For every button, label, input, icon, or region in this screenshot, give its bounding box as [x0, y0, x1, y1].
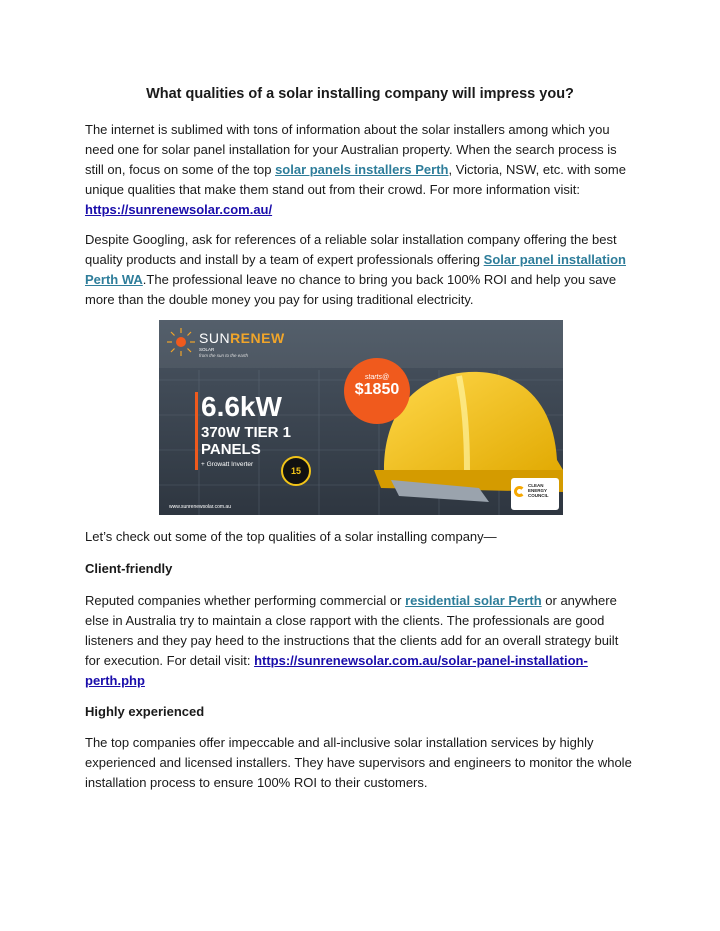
system-size: 6.6kW	[201, 391, 282, 422]
brand-logo: SUNRENEW	[199, 330, 285, 346]
para1-text-b: , Victoria, NSW, etc. with some unique qualities that make them stand out from their crowd. For more information visit:	[85, 162, 626, 197]
brand-sub: SOLAR	[199, 347, 215, 352]
banner-website: www.sunrenewsolar.com.au	[169, 504, 231, 510]
heading-highly-experienced: Highly experienced	[85, 704, 205, 719]
cec-logo-icon	[514, 486, 525, 497]
page-title: What qualities of a solar installing company will impress you?	[146, 86, 574, 102]
promo-banner	[159, 320, 563, 515]
starts-label: starts@	[364, 374, 390, 381]
sunrenew-home-link[interactable]: https://sunrenewsolar.com.au/	[85, 202, 273, 217]
solar-panel-installation-perth-wa-link[interactable]: Solar panel installation Perth WA	[85, 252, 626, 287]
highly-experienced-paragraph: The top companies offer impeccable and all-inclusive solar installation services by highly experienced and licensed installers. They have supervisors and engineers to monitor the whole installation process to ensure 100% ROI to their customers.	[85, 735, 632, 790]
references-paragraph	[85, 230, 635, 310]
brand-tagline: from the sun to the earth	[199, 353, 249, 358]
warranty-seal-icon: 15	[281, 456, 311, 486]
inverter-label: + Growatt Inverter	[201, 461, 254, 468]
price-badge	[344, 358, 410, 424]
intro-paragraph	[85, 120, 635, 220]
qualities-intro: Let’s check out some of the top qualities of a solar installing company—	[85, 529, 497, 544]
section1-text-a: Reputed companies whether performing commercial or	[85, 593, 406, 608]
cec-text: CLEAN ENERGY COUNCIL	[528, 483, 549, 498]
para2-text-a: Despite Googling, ask for references of a reliable solar installation company offering the best quality products and install by a team of expert professionals offering	[85, 232, 617, 267]
para2-text-b: .The professional leave no chance to bring you back 100% ROI and help you save more than the double money you pay for using traditional electricity.	[85, 272, 617, 307]
para1-text-a: The internet is sublimed with tons of information about the solar installers among which you need one for solar panel installation for your Australian property. When the search process is still on, focus on some of the top	[85, 122, 617, 177]
client-friendly-paragraph	[85, 591, 635, 691]
residential-solar-perth-link[interactable]: residential solar Perth	[405, 593, 542, 608]
price-value: $1850	[354, 381, 400, 398]
panel-type: 370W TIER 1 PANELS	[201, 424, 292, 458]
solar-panel-installation-perth-link[interactable]: https://sunrenewsolar.com.au/solar-panel-installation-perth.php	[85, 653, 588, 688]
sun-logo-icon	[167, 328, 195, 356]
solar-installers-perth-link[interactable]: solar panels installers Perth	[275, 162, 449, 177]
clean-energy-council-logo	[511, 478, 559, 510]
heading-client-friendly: Client-friendly	[85, 561, 173, 576]
section1-text-b: or anywhere else in Australia try to maintain a close rapport with the clients. The professionals are good listeners and they pay heed to the instructions that the clients add for an overall strategy built for execution. For detail visit:	[85, 593, 619, 668]
